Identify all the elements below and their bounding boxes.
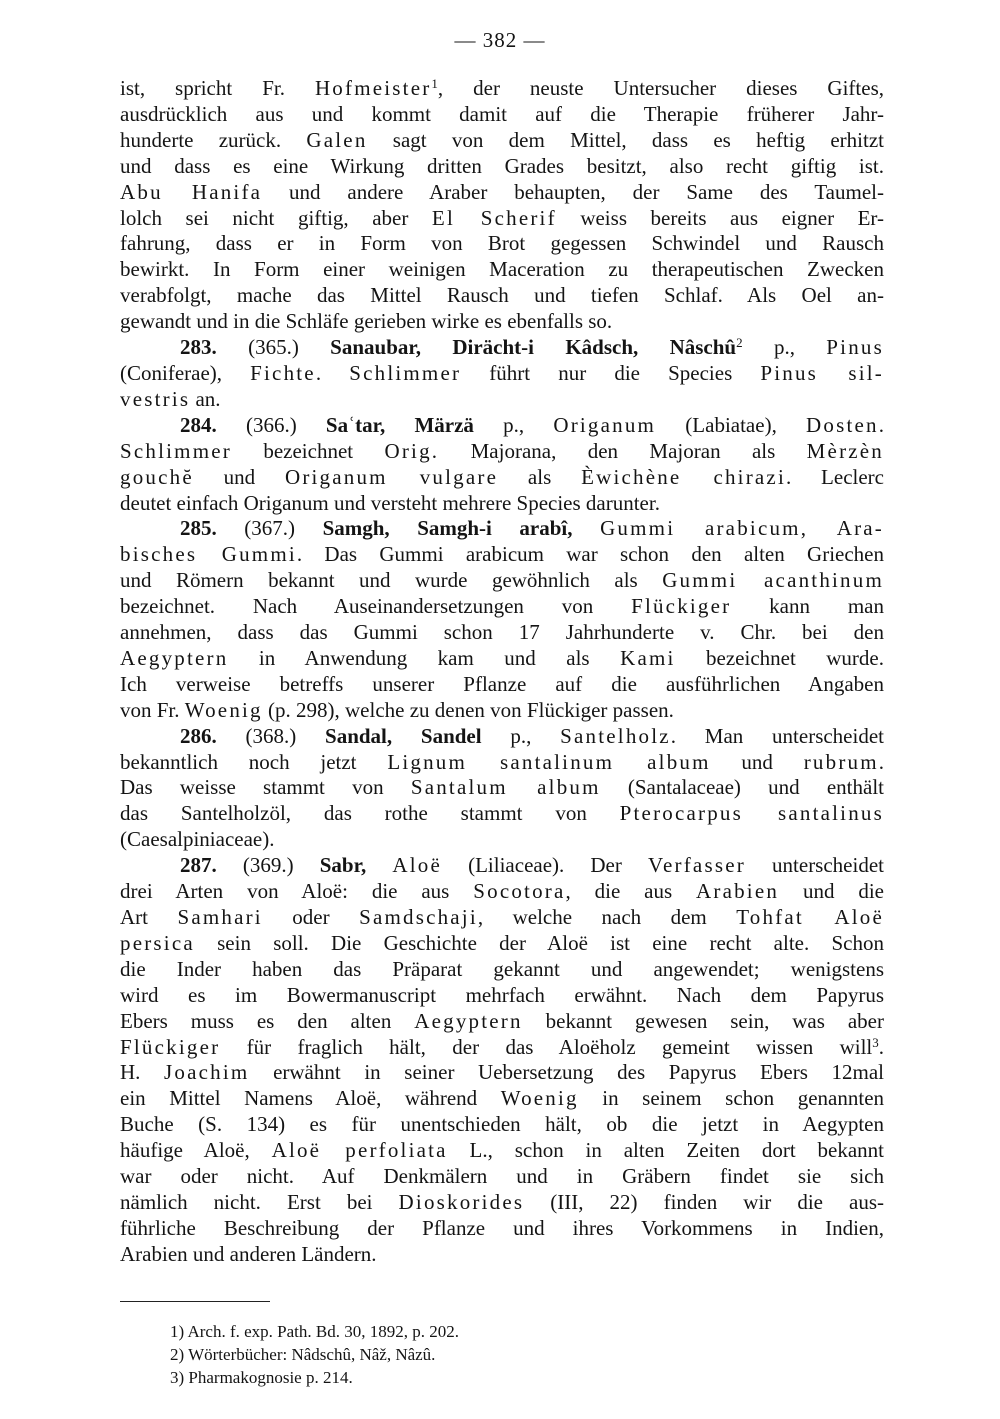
spaced-term: Woenig bbox=[500, 1086, 579, 1111]
entry-term: Samgh, Samgh-i arabî, bbox=[322, 516, 573, 541]
text-run: bekannt gewesen sein, was aber bbox=[522, 1008, 884, 1033]
text-run: annehmen, dass das Gummi schon 17 Jahrhunderte v. Chr. bei den bbox=[120, 620, 884, 645]
text-line bbox=[120, 594, 884, 620]
text-run: (Coniferae), bbox=[120, 360, 251, 385]
text-run: bekanntlich noch jetzt bbox=[120, 749, 388, 774]
text-line bbox=[120, 1035, 884, 1061]
text-run: in Anwendung kam und als bbox=[228, 645, 621, 670]
text-line bbox=[120, 1216, 884, 1242]
text-run: . bbox=[878, 412, 884, 437]
text-run: . Man unterscheidet bbox=[670, 723, 884, 748]
spaced-term: Pinus bbox=[826, 335, 884, 360]
text-line bbox=[120, 983, 884, 1009]
spaced-term: Samdschaji bbox=[359, 905, 478, 929]
text-run: erwähnt in seiner Uebersetzung des Papyrus Ebers 12mal bbox=[249, 1060, 884, 1085]
spaced-term: Kami bbox=[620, 645, 676, 670]
spaced-term: gouchĕ bbox=[120, 464, 194, 489]
spaced-term: Tohfat Aloë bbox=[736, 905, 885, 929]
text-run: (365.) bbox=[216, 335, 331, 360]
text-run: an. bbox=[190, 386, 221, 411]
text-line bbox=[120, 1086, 884, 1112]
text-run: ausdrücklich aus und kommt damit auf die Therapie früherer Jahr- bbox=[120, 101, 884, 126]
spaced-term: Origanum vulgare bbox=[284, 464, 499, 489]
text-run: unterscheidet bbox=[745, 853, 884, 878]
spaced-term: Galen bbox=[306, 127, 368, 152]
entry-term: 287. bbox=[180, 853, 217, 878]
spaced-term: Orig. bbox=[384, 438, 440, 463]
text-line bbox=[120, 231, 884, 257]
spaced-term: Joachim bbox=[164, 1060, 250, 1085]
entry-heading-line bbox=[120, 853, 884, 879]
spaced-term: Woenig bbox=[184, 697, 263, 722]
text-line bbox=[120, 931, 884, 957]
spaced-term: Flückiger bbox=[120, 1034, 221, 1059]
entry-term: Saʿtar, Märzä bbox=[325, 412, 474, 437]
text-run: ist, spricht Fr. bbox=[120, 76, 315, 100]
text-run: bewirkt. In Form einer weinigen Maceration zu therapeutischen Zwecken bbox=[120, 257, 884, 282]
footnote: 1) Arch. f. exp. Path. Bd. 30, 1892, p. 202. bbox=[170, 1322, 459, 1341]
text-run: war oder nicht. Auf Denkmälern und in Gräbern findet sie sich bbox=[120, 1164, 884, 1189]
text-run: (Liliaceae). Der bbox=[441, 853, 648, 878]
text-line bbox=[120, 206, 884, 232]
entry-term: Sanaubar, Dirächt-i Kâdsch, Nâschû bbox=[330, 335, 737, 360]
entry-heading-line bbox=[120, 335, 884, 361]
footnote-rule bbox=[120, 1301, 270, 1302]
text-run: (Labiatae), bbox=[656, 412, 807, 437]
spaced-term: vestris bbox=[120, 386, 191, 411]
text-run bbox=[366, 853, 392, 877]
text-line bbox=[120, 542, 884, 568]
text-run: drei Arten von Aloë: die aus bbox=[120, 879, 474, 904]
text-run: bezeichnet. Nach Auseinandersetzungen von bbox=[120, 594, 632, 619]
text-line bbox=[120, 1138, 884, 1164]
text-line bbox=[120, 905, 884, 931]
spaced-term: Flückiger bbox=[631, 594, 732, 619]
spaced-term: bisches Gummi bbox=[120, 542, 297, 567]
text-run: hunderte zurück. bbox=[120, 127, 307, 152]
text-run: bezeichnet bbox=[231, 438, 385, 463]
text-run: , der neuste Untersucher dieses Giftes, bbox=[437, 76, 885, 100]
text-run: . Leclerc bbox=[786, 464, 884, 489]
footnote-ref: 3 bbox=[872, 1034, 879, 1050]
spaced-term: Origanum bbox=[553, 412, 657, 437]
footnote-ref: 2 bbox=[736, 335, 743, 351]
text-line bbox=[120, 957, 884, 983]
spaced-term: Santalum album bbox=[410, 775, 601, 800]
spaced-term: Dioskorides bbox=[398, 1189, 525, 1214]
spaced-term: Fichte bbox=[250, 360, 316, 385]
spaced-term: Aloë bbox=[392, 853, 442, 878]
text-run: (Caesalpiniaceae). bbox=[120, 827, 275, 852]
text-run: verabfolgt, mache das Mittel Rausch und tiefen Schlaf. Als Oel an- bbox=[120, 283, 884, 308]
spaced-term: El Scherif bbox=[431, 205, 557, 230]
text-run: sagt von dem Mittel, dass es heftig erhitzt bbox=[367, 127, 885, 152]
text-line bbox=[120, 620, 884, 646]
spaced-term: Dosten bbox=[806, 412, 879, 437]
text-run: führliche Beschreibung der Pflanze und ihres Vorkommens in Indien, bbox=[120, 1215, 884, 1240]
text-line bbox=[120, 257, 884, 283]
text-run: bezeichnet wurde. bbox=[675, 645, 884, 670]
spaced-term: Aegyptern bbox=[120, 645, 229, 670]
text-run: . bbox=[878, 1034, 884, 1059]
text-run: L., schon in alten Zeiten dort bekannt bbox=[447, 1138, 884, 1163]
text-line bbox=[120, 439, 884, 465]
text-run: gewandt und in die Schläfe gerieben wirke es ebenfalls so. bbox=[120, 309, 613, 334]
footnotes bbox=[170, 1320, 459, 1389]
text-line bbox=[120, 491, 884, 517]
footnote: 2) Wörterbücher: Nâdschû, Nâž, Nâzû. bbox=[170, 1345, 436, 1364]
text-line bbox=[120, 827, 884, 853]
text-line bbox=[120, 775, 884, 801]
text-line bbox=[120, 76, 884, 102]
text-run: als bbox=[498, 464, 582, 489]
text-line bbox=[120, 465, 884, 491]
entry-term: 286. bbox=[180, 723, 217, 748]
spaced-term: Mèrzèn bbox=[806, 438, 884, 463]
text-run: . Das Gummi arabicum war schon den alten Griechen bbox=[296, 542, 884, 567]
entry-term: 284. bbox=[180, 412, 217, 437]
text-line bbox=[120, 1060, 884, 1086]
text-line bbox=[120, 180, 884, 206]
footnote: 3) Pharmakognosie p. 214. bbox=[170, 1368, 353, 1387]
text-run: Das weisse stammt von bbox=[120, 775, 411, 800]
spaced-term: Schlimmer bbox=[120, 438, 232, 463]
text-line bbox=[120, 672, 884, 698]
footnote-ref: 1 bbox=[431, 76, 438, 91]
text-run: (369.) bbox=[216, 853, 320, 878]
text-line bbox=[120, 568, 884, 594]
text-line bbox=[120, 698, 884, 724]
text-run: Ich verweise betreffs unserer Pflanze auf die ausführlichen Angaben bbox=[120, 671, 884, 696]
text-run: und andere Araber behaupten, der Same des Taumel- bbox=[262, 179, 884, 204]
text-run: lolch sei nicht giftig, aber bbox=[120, 205, 432, 230]
text-line bbox=[120, 1190, 884, 1216]
text-run: die Inder haben das Präparat gekannt und angewendet; wenigstens bbox=[120, 956, 884, 981]
spaced-term: persica bbox=[120, 930, 195, 955]
text-run: Ebers muss es den alten bbox=[120, 1008, 415, 1033]
spaced-term: Socotora bbox=[473, 879, 566, 904]
text-line bbox=[120, 309, 884, 335]
text-run: p., bbox=[481, 723, 561, 748]
text-line bbox=[120, 750, 884, 776]
text-line bbox=[120, 1242, 884, 1268]
spaced-term: rubrum bbox=[803, 749, 879, 774]
text-line bbox=[120, 128, 884, 154]
text-run: , die aus bbox=[565, 879, 697, 904]
text-line bbox=[120, 283, 884, 309]
text-run: fahrung, dass er in Form von Brot gegessen Schwindel und Rausch bbox=[120, 231, 884, 256]
text-run: oder bbox=[262, 905, 360, 929]
spaced-term: Pterocarpus santalinus bbox=[619, 801, 884, 826]
text-run: deutet einfach Origanum und versteht mehrere Species darunter. bbox=[120, 490, 660, 515]
text-run: p., bbox=[473, 412, 554, 437]
text-run: . bbox=[878, 749, 885, 774]
page-number: — 382 — bbox=[454, 28, 546, 52]
spaced-term: Èwichène chirazi bbox=[581, 464, 786, 489]
text-run: von Fr. bbox=[120, 697, 185, 722]
spaced-term: Aegyptern bbox=[414, 1008, 523, 1033]
spaced-term: Santelholz bbox=[560, 723, 671, 748]
text-run: H. bbox=[120, 1060, 165, 1085]
entry-heading-line bbox=[120, 516, 884, 542]
text-run: (367.) bbox=[216, 516, 323, 541]
text-run: wird es im Bowermanuscript mehrfach erwähnt. Nach dem Papyrus bbox=[120, 982, 884, 1007]
text-run bbox=[573, 516, 601, 540]
text-run: (366.) bbox=[216, 412, 326, 437]
text-line bbox=[120, 1112, 884, 1138]
text-run: für fraglich hält, der das Aloëholz gemeint wissen will bbox=[220, 1034, 873, 1059]
text-line bbox=[120, 1164, 884, 1190]
body-text bbox=[120, 76, 884, 1268]
spaced-term: Hofmeister bbox=[314, 76, 432, 100]
text-line bbox=[120, 646, 884, 672]
text-line bbox=[120, 1009, 884, 1035]
text-line bbox=[120, 387, 884, 413]
text-run: und dass es eine Wirkung dritten Grades besitzt, also recht giftig ist. bbox=[120, 153, 884, 178]
text-run: p., bbox=[742, 335, 827, 360]
text-run: Buche (S. 134) es für unentschieden hält, ob die jetzt in Aegypten bbox=[120, 1112, 884, 1137]
text-run: (Santalaceae) und enthält bbox=[600, 775, 884, 800]
text-run: Arabien und anderen Ländern. bbox=[120, 1241, 377, 1266]
text-run: (III, 22) finden wir die aus- bbox=[524, 1189, 885, 1214]
entry-heading-line bbox=[120, 724, 884, 750]
text-run: und bbox=[710, 749, 804, 774]
text-run: sein soll. Die Geschichte der Aloë ist eine recht alte. Schon bbox=[194, 930, 884, 955]
spaced-term: Aloë perfoliata bbox=[271, 1138, 448, 1163]
text-run: (368.) bbox=[216, 723, 326, 748]
text-line bbox=[120, 879, 884, 905]
spaced-term: Schlimmer bbox=[349, 360, 462, 385]
text-line bbox=[120, 154, 884, 180]
text-run: kann man bbox=[731, 594, 884, 619]
text-run: (p. 298), welche zu denen von Flückiger passen. bbox=[262, 697, 674, 722]
spaced-term: Abu Hanifa bbox=[120, 179, 263, 204]
spaced-term: Lignum santalinum album bbox=[387, 749, 711, 774]
text-run: führt nur die Species bbox=[461, 360, 761, 385]
text-run: das Santelholzöl, das rothe stammt von bbox=[120, 801, 620, 826]
text-run: und Römern bekannt und wurde gewöhnlich als bbox=[120, 568, 663, 593]
spaced-term: Samhari bbox=[177, 905, 263, 929]
text-line bbox=[120, 801, 884, 827]
text-run: nämlich nicht. Erst bei bbox=[120, 1189, 399, 1214]
text-line bbox=[120, 102, 884, 128]
spaced-term: Gummi arabicum, Ara- bbox=[600, 516, 884, 541]
text-run: , welche nach dem bbox=[477, 905, 737, 929]
entry-term: 285. bbox=[180, 516, 217, 541]
spaced-term: Gummi acanthinum bbox=[662, 568, 884, 593]
entry-term: 283. bbox=[180, 335, 217, 360]
text-run: häufige Aloë, bbox=[120, 1138, 272, 1163]
text-run: und bbox=[193, 464, 285, 489]
text-run: Art bbox=[120, 905, 178, 929]
spaced-term: Arabien bbox=[696, 879, 780, 904]
text-run: . bbox=[315, 360, 350, 385]
spaced-term: Verfasser bbox=[647, 853, 746, 878]
spaced-term: Pinus sil- bbox=[760, 360, 884, 385]
entry-term: Sabr, bbox=[319, 853, 367, 878]
text-run: ein Mittel Namens Aloë, während bbox=[120, 1086, 501, 1111]
entry-term: Sandal, Sandel bbox=[325, 723, 482, 748]
text-line bbox=[120, 361, 884, 387]
text-run: weiss bereits aus eigner Er- bbox=[556, 205, 884, 230]
text-run: und die bbox=[779, 879, 884, 904]
entry-heading-line bbox=[120, 413, 884, 439]
text-run: Majorana, den Majoran als bbox=[439, 438, 807, 463]
text-run: in seinem schon genannten bbox=[578, 1086, 885, 1111]
